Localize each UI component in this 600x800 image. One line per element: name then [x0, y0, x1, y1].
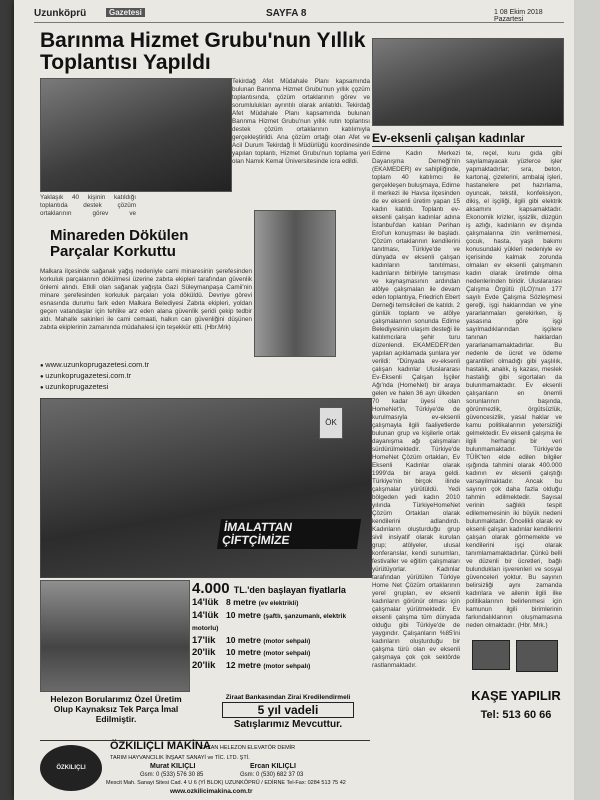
page-number: SAYFA 8 [266, 8, 307, 19]
company-tagline: KAZAN HELEZON ELEVATÖR DEMİR [200, 745, 296, 751]
contact-name-2: Ercan KILIÇLI [250, 763, 296, 770]
article3-title: Ev-eksenli çalışan kadınlar [372, 132, 562, 147]
kase-ad [468, 688, 564, 721]
facebook-link[interactable]: ● uzunkoprugazetesi.com.tr [40, 371, 250, 382]
stamp-image [516, 640, 558, 672]
next-page-edge [574, 0, 600, 800]
price-headline [192, 580, 372, 597]
company-footer [40, 740, 370, 797]
price-row: 20'lik 10 metre (motor sehpalı) [192, 647, 311, 658]
price-row: 17'lik 10 metre (motor sehpalı) [192, 634, 311, 646]
article1-title: Barınma Hizmet Grubu'nun Yıllık Toplantısı Yapıldı [40, 29, 366, 75]
company-address: Mescit Mah. Sanayi Sitesi Cad. 4 U 6 (Yİ BLOK) UZUNKÖPRÜ / EDİRNE Tel-Fax: 0284 513 75 42 [106, 780, 346, 786]
price-row: 14'lük 10 metre (şaftlı, şanzumanlı, elektrik motorlu) [192, 609, 347, 632]
helezon-notice: Helezon Borularımız Özel Üretim Olup Kaynaksız Tek Parça İmal Edilmiştir. [50, 694, 182, 724]
website-url[interactable]: ● www.uzunkoprugazetesi.com.tr [40, 360, 250, 371]
contact-phone-1: Gsm: 0 (533) 576 30 85 [140, 772, 204, 778]
price-row: 20'lik 12 metre (motor sehpalı) [192, 659, 311, 671]
start-price: 4.000 [192, 580, 230, 597]
minaret-photo [254, 210, 336, 357]
article2-body: Malkara ilçesinde sağanak yağış nedeniyle cami minaresinin şerefesinden korkuluk parçalarının dökülmesi üzerine zabıta ekipleri tarafından güvenlik önlemi alındı. Etkili olan sağanak yağışta Gazi Süleymanpaşa Camii'nin minare şerefesinden korkuluk parçaları yola döküldü. Devriye görevi esnasında durumu fark eden Malkara Belediyesi Zabıta ekipleri, yoldan geçen vatandaşlar için tehlike arz eden alana güvenlik şeridi çekip tedbir aldı. Mahalle sakinleri ile cami cemaati, halkın can güvenliğini düşünen zabıta ekiplerinin zamanında müdahalesi için teşekkür etti. (Hbr.Mrk) [40, 268, 252, 331]
twitter-link[interactable]: ● uzunkoprugazetesi [40, 382, 250, 393]
women-group-photo [372, 38, 564, 126]
price-list [192, 580, 372, 672]
credit-available: Satışlarımız Mevcuttur. [233, 719, 343, 730]
page-header [34, 8, 564, 23]
machinery-ad-photo [40, 398, 372, 578]
contact-name-1: Murat KILIÇLI [150, 763, 196, 770]
section-badge: Gazetesi [106, 8, 145, 17]
price-row: 14'lük 8 metre (ev elektrikli) [192, 597, 299, 608]
auger-photo [40, 580, 190, 692]
contact-phone-2: Gsm: 0 (530) 682 37 03 [240, 772, 304, 778]
stamp-image [472, 640, 510, 670]
credit-term: 5 yıl vadeli [222, 702, 354, 718]
paper-name: Uzunköprü [34, 8, 87, 19]
article1-body: Tekirdağ Afet Müdahale Planı kapsamında bulunan Barınma Hizmet Grubu'nun yıllık ço̧züm toplantısında, çözüm ortaklarının görev ve sorumlulukları ayrıntılı olarak anlatıldı. Tekirdağ Afet Müdahale Planı kapsamında bulunan Barınma Hizmet Grubu'nun yıllık rutin toplantısı destek çözüm ortaklarının katılımıyla gerçekleştirildi. Ana çözüm ortağı olan Afet ve Acil Durum Tekirdağ İl Müdürlüğü koordinesinde yapılan toplantı, Hizmet Grubu'nun toplama yeri olan Namık Kemal Üniversitesinde icra edildi. [232, 78, 370, 165]
website-list [40, 360, 250, 393]
kase-phone: Tel: 513 60 66 [480, 709, 552, 721]
issue-date: 1 08 Ekim 2018 Pazartesi [494, 9, 543, 23]
meeting-photo [40, 78, 232, 192]
company-tagline-2: TARIM HAYVANCILIK İNŞAAT SANAYİ ve TİC. LTD. ŞTİ. [110, 755, 250, 761]
company-logo: ÖZKILIÇLI [40, 745, 102, 791]
credit-offer [202, 694, 374, 730]
company-website[interactable]: www.ozkilicimakina.com.tr [170, 788, 253, 795]
article3-column1: Edirne Kadın Merkezi Dayanışma Derneği'nin (EKAMEDER) ev sahipliğinde, toplam 40 katılımcı ile gerçekleşen buluşmaya, Edirne il merkezi ile Havsa ilçesinden de ev eksenli üretim yapan 15 kadın katıldı. Toplantı ev-eksenli çalışan kadınlar adına İstanbul'dan katılan Perihan Erol'un konuşması ile başladı. Çözüm ortaklarının kendilerini tanıtması, Türkiye'de ve dünyada ev eksenli çalışan kadınların tanıtılması, kadınların birbiriyle tanışması ve kaynaşmasının ardından atölye çalışmaları ile devam eden toplantıya, Friedrich Ebert Derneği temsilcileri de katıldı. 2 günlük toplantı ve atölye çalışmalarının sonunda Edirne Belediyesinin ulaşım desteği ile katılımcılara şehir turu düzenlendi. EKAMEDER'den yapılan açıklamada şunlara yer verildi: "Dünyada ev-eksenli çalışan kadınlar Uluslararası Ev-Eksenli Çalışan İşçiler Ağı'nda (HomeNet) bir araya gelen ve halen 36 ayrı ülkeden 70 kadar üyesi olan HomeNet'in, Türkiye'de de kurulmasıyla ev-eksenli çalışmayla ilgili faaliyetlerde bulunan grup ve kişilerle ortak dayanışma ağı çalışmaları sürdürülmektedir. Türkiye'de HomeNet Çözüm ortakları, Ev Eksenli Kadınlar olarak 1999'da bir araya geldi. Türkiye'nin birçok ilinde çalışmalar yürütüldü. Yedi bölgeden yedi kadın 2010 yılında TürkiyeHomeNet Çözüm Ortakları olarak kendilerini adlandırdı. Kadınların oluşturduğu grup sivil insiyatif olarak kurulan grup; atölyeler, ulusal konferanslar, kendi sunumları, festivaller ve eğitim çalışmaları yürütüyorlar. Kadınlar tarafından yürütülen Türkiye Home Net Çözüm ortaklarının yerel grupları, ev eksenli kadınların görünür olması için çalışmalar yürütmektedir. Ev eksenli çalışma tüm dünyada olduğu gibi Türkiye'de de yaygındır. Çalışanların %85'ini kadınların oluşturduğu bir çalışma türü olan ev eksenli çalışmaya çok çok sektörde rastlanmaktadır. [372, 150, 460, 669]
article2-title: Minareden Dökülen Parçalar Korkuttu [50, 227, 189, 260]
company-name: ÖZKILIÇLI MAKİNA [110, 740, 211, 752]
price-suffix: 'den başlayan fiyatlarla [247, 585, 346, 595]
article1-body2: Yaklaşık 40 kişinin katıldığı toplantıda destek çözüm ortaklarının görev ve [40, 194, 136, 217]
article3-column2: te, reçel, kuru gıda gibi sayılamayacak yüzlerce işler yapmaktadırlar; sıra, beton, kartonaj, çizelerini, ambalaj işleri, hastanelere pet hazırlama, oyuncak, tekstil, konfeksiyon, dikiş, el işçiliği, ilgili gibi elektrik aksamını kapsamaktadır. Ekonomik krizler, işsizlik, düzgün iş azlığı, kadınların ev dışında çalışmalarına izin verilmemesi, çocuk, hasta, yaşlı bakımı konusundaki yükleri nedeniyle ev içerisinde kalmak zorunda olmaları ev eksenli çalışmanın kadın olarak üretimde olma nedenlerinden biridir. Uluslararası Çalışma Örgütü (ILO)'nun 177 sayılı Evde Çalışma Sözleşmesi gereği, işgi haklarından ve yine yararlanmaları gerekirken, iş yasasına göre işgi sayılmadıklarından işçilere tanınan haklardan yararlanamamaktadırlar. Bu nedenle de ücret ve ödeme garantileri olmadığı gibi yaşlılık, hastalık, analık, iş kazası, meslek hastalığı gibi sigortaları da bulunmamaktadır. Ev eksenli çalışanların en önemli sorunlarının başında, görünmezlik, örgütsüzlük, güvencesizlik, yasal haklar ve kamu politikalarının yetersizliği gelmektedir. Ev eksenli çalışma ile ilgili herhangi bir veri bulunmamaktadır. Türkiye'de TÜİK'ten elde edilen bilgiler ışığında tahmini olarak 400.000 kadının ev eksenli çalıştığı varsayılmaktadır. Ancak bu sayının çok daha fazla olduğu tahmin edilmektedir. Sayısal verinin sağlıklı tespit edilememesinin iki büyük nedeni bulunmaktadır. Öncelikli olarak ev eksenli çalışan kadınlar kendilerini çalışan olarak görmemekte ve kendilerini işçi olarak tanımlamamaktadırlar. Çünkü belli ve düzenli bir ücretleri, bağlı bulundukları işverenleri ve sosyal güvenceleri yoktur. Bu sayının belirsizliği aynı zamanda kadınlara ve ailenin ilgili ilke politikalarının belirlenmesi için kamunun ilgili birimlerinin farkındalıklarının oluşmamasına neden olmaktadır. (Hbr. Mrk.) [466, 150, 562, 629]
ad-slogan: İMALATTAN ÇİFTÇİMİZE [217, 519, 361, 549]
credit-bank: Ziraat Bankasından Zirai Kredilendirmeli [225, 694, 351, 701]
kase-title: KAŞE YAPILIR [471, 688, 561, 703]
price-currency: TL. [233, 585, 248, 595]
company-badge: ÖK [319, 407, 343, 439]
newspaper-page [14, 0, 574, 800]
